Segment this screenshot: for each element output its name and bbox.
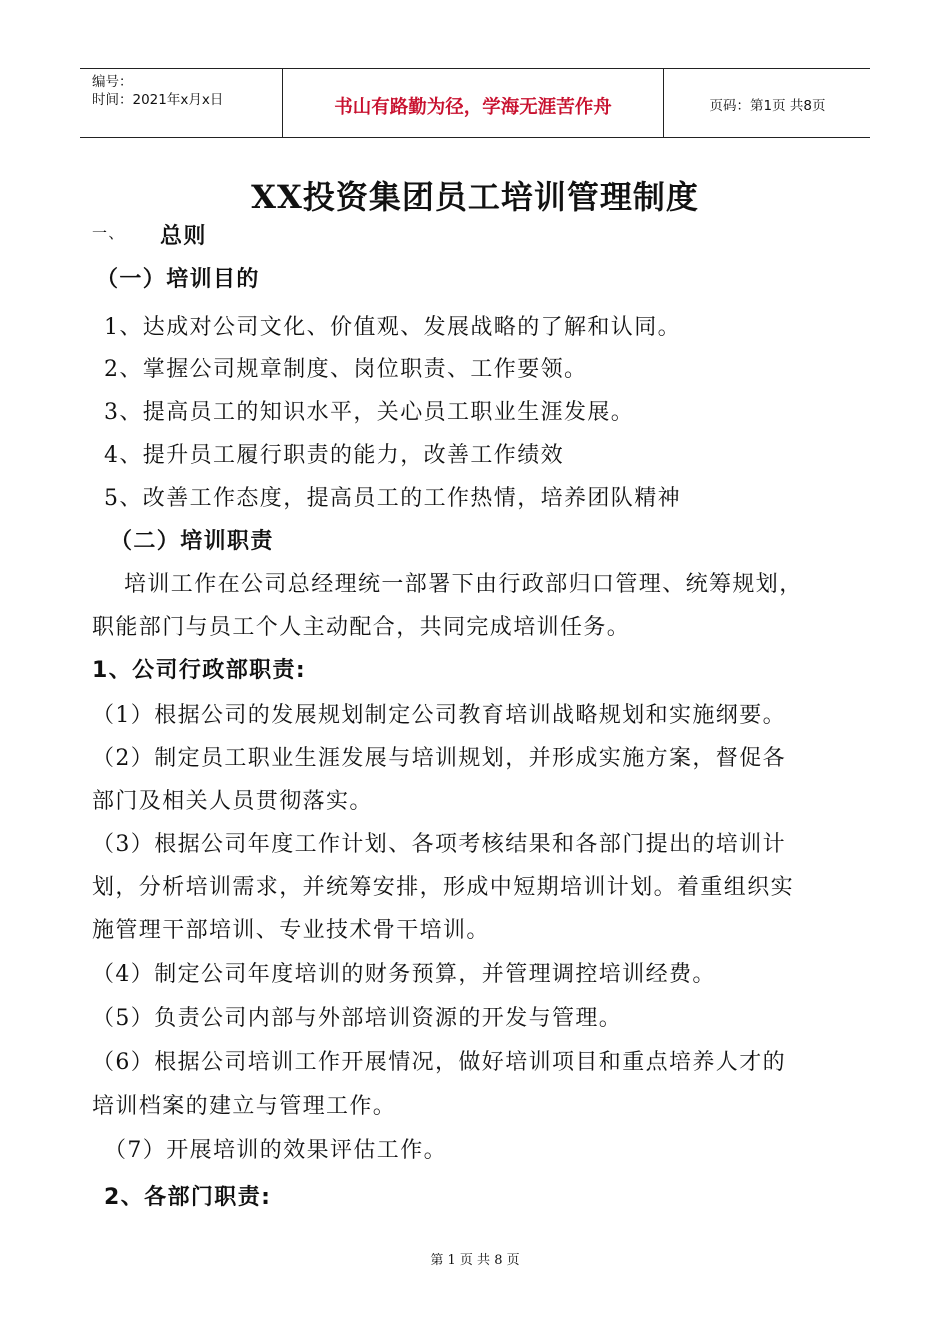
purpose-item: 2、掌握公司规章制度、岗位职责、工作要领。 (104, 357, 588, 382)
subsection-heading-purpose: （一）培训目的 (96, 267, 260, 292)
document-header (80, 68, 870, 138)
page-footer: 第 1 页 共 8 页 (430, 1253, 520, 1268)
duties-intro-line: 职能部门与员工个人主动配合，共同完成培训任务。 (92, 615, 631, 640)
admin-duty-line: （4）制定公司年度培训的财务预算，并管理调控培训经费。 (92, 962, 716, 987)
admin-duty-line: （6）根据公司培训工作开展情况，做好培训项目和重点培养人才的 (92, 1050, 786, 1075)
document-number-label: 编号： (92, 74, 133, 90)
header-page-cell (665, 69, 870, 137)
purpose-item: 4、提升员工履行职责的能力，改善工作绩效 (104, 443, 564, 468)
admin-duty-line: （3）根据公司年度工作计划、各项考核结果和各部门提出的培训计 (92, 832, 786, 857)
admin-duty-line: 施管理干部培训、专业技术骨干培训。 (92, 918, 490, 943)
purpose-item: 5、改善工作态度，提高员工的工作热情，培养团队精神 (104, 486, 681, 511)
section-numeral: 一、 (92, 224, 125, 242)
section-heading: 总则 (160, 224, 207, 249)
header-meta (80, 69, 280, 137)
admin-duty-line: （5）负责公司内部与外部培训资源的开发与管理。 (92, 1006, 623, 1031)
dept-duties-heading: 2、各部门职责: (104, 1185, 272, 1210)
purpose-item: 1、达成对公司文化、价值观、发展战略的了解和认同。 (104, 315, 681, 340)
header-motto: 书山有路勤为径，学海无涯苦作舟 (334, 97, 612, 118)
duties-intro-line: 培训工作在公司总经理统一部署下由行政部归口管理、统筹规划， (124, 572, 803, 597)
admin-duties-heading: 1、公司行政部职责: (92, 658, 307, 683)
admin-duty-line: （7）开展培训的效果评估工作。 (104, 1138, 447, 1163)
admin-duty-line: 划，分析培训需求，并统筹安排，形成中短期培训计划。着重组织实 (92, 875, 795, 900)
admin-duty-line: （1）根据公司的发展规划制定公司教育培训战略规划和实施纲要。 (92, 703, 786, 728)
admin-duty-line: 培训档案的建立与管理工作。 (92, 1094, 397, 1119)
admin-duty-line: （2）制定员工职业生涯发展与培训规划，并形成实施方案，督促各 (92, 746, 786, 771)
purpose-item: 3、提高员工的知识水平，关心员工职业生涯发展。 (104, 400, 635, 425)
header-motto-cell (282, 69, 664, 137)
document-title: XX投资集团员工培训管理制度 (251, 178, 699, 216)
header-page-info: 页码：第1页 共8页 (709, 98, 826, 114)
admin-duty-line: 部门及相关人员贯彻落实。 (92, 789, 373, 814)
subsection-heading-duties: （二）培训职责 (110, 529, 274, 554)
document-date: 时间：2021年x月x日 (92, 92, 224, 108)
